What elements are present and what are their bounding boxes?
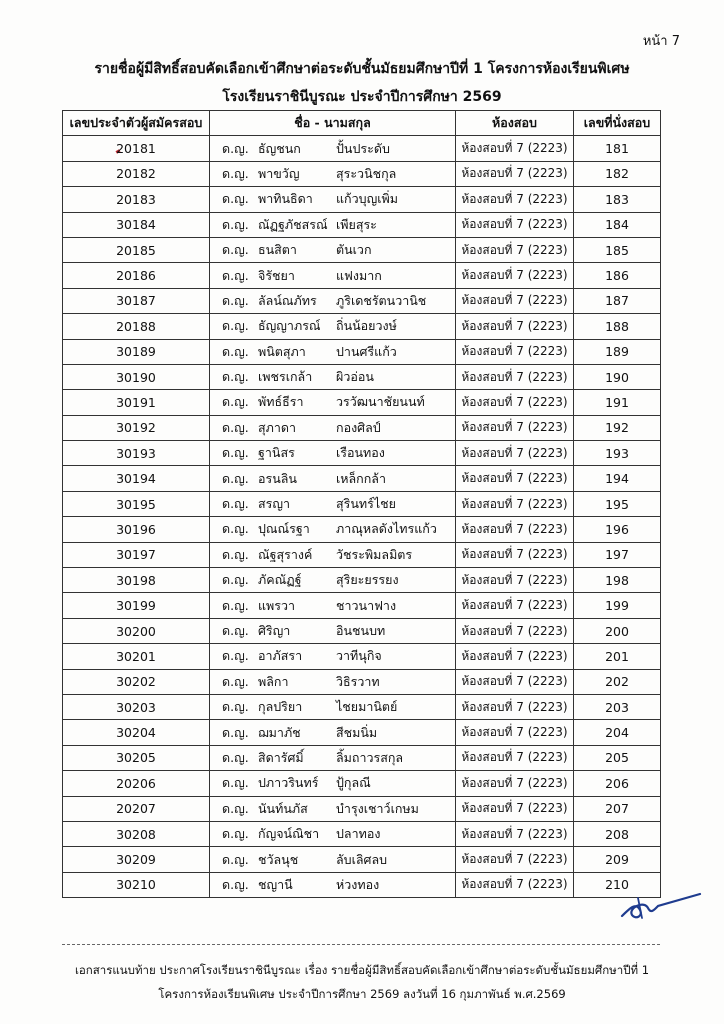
- page-number: หน้า 7: [642, 34, 680, 49]
- seat-number-cell: 202: [574, 669, 661, 694]
- exam-room-cell: ห้องสอบที่ 7 (2223): [456, 644, 574, 669]
- seat-number-cell: 192: [574, 415, 661, 440]
- applicant-id-cell: 30209: [63, 847, 210, 872]
- full-name-cell: [210, 872, 456, 897]
- full-name-cell: [210, 314, 456, 339]
- full-name-cell: [210, 847, 456, 872]
- applicant-id-cell: 20188: [63, 314, 210, 339]
- seat-number-cell: 199: [574, 593, 661, 618]
- exam-room-cell: ห้องสอบที่ 7 (2223): [456, 771, 574, 796]
- exam-room-cell: ห้องสอบที่ 7 (2223): [456, 136, 574, 161]
- first-name: พัทธ์ธีรา: [258, 394, 304, 410]
- first-name: พนิตสุภา: [258, 343, 306, 359]
- name-prefix: ด.ญ.: [222, 470, 249, 486]
- name-prefix: ด.ญ.: [222, 242, 249, 258]
- applicant-id-cell: 30199: [63, 593, 210, 618]
- name-prefix: ด.ญ.: [222, 800, 249, 816]
- name-prefix: ด.ญ.: [222, 191, 249, 207]
- last-name: วรวัฒนาชัยนนท์: [336, 394, 425, 410]
- exam-room-cell: ห้องสอบที่ 7 (2223): [456, 796, 574, 821]
- last-name: ภูริเดชรัตนวานิช: [336, 292, 427, 308]
- table-row: [63, 136, 661, 161]
- name-prefix: ด.ญ.: [222, 419, 249, 435]
- full-name-cell: [210, 364, 456, 389]
- applicant-id-cell: 30190: [63, 364, 210, 389]
- table-row: [63, 821, 661, 846]
- exam-room-cell: ห้องสอบที่ 7 (2223): [456, 517, 574, 542]
- last-name: แฟงมาก: [336, 267, 382, 283]
- last-name: เหล็กกล้า: [336, 470, 386, 486]
- full-name-cell: [210, 568, 456, 593]
- name-prefix: ด.ญ.: [222, 876, 249, 892]
- table-row: [63, 796, 661, 821]
- name-prefix: ด.ญ.: [222, 775, 249, 791]
- name-prefix: ด.ญ.: [222, 648, 249, 664]
- applicant-id-cell: 30192: [63, 415, 210, 440]
- last-name: เพียสุระ: [336, 216, 377, 232]
- table-header-row: [63, 111, 661, 136]
- applicant-id-cell: 30200: [63, 618, 210, 643]
- exam-room-cell: ห้องสอบที่ 7 (2223): [456, 339, 574, 364]
- seat-number-cell: 195: [574, 491, 661, 516]
- seat-number-cell: 184: [574, 212, 661, 237]
- applicant-id-cell: 20181: [63, 136, 210, 161]
- table-row: [63, 187, 661, 212]
- full-name-cell: [210, 644, 456, 669]
- applicant-id-cell: 30205: [63, 745, 210, 770]
- exam-room-cell: ห้องสอบที่ 7 (2223): [456, 669, 574, 694]
- name-prefix: ด.ญ.: [222, 318, 249, 334]
- exam-room-cell: ห้องสอบที่ 7 (2223): [456, 288, 574, 313]
- exam-room-cell: ห้องสอบที่ 7 (2223): [456, 390, 574, 415]
- first-name: พลิกา: [258, 673, 289, 689]
- full-name-cell: [210, 542, 456, 567]
- seat-number-cell: 205: [574, 745, 661, 770]
- first-name: อรนลิน: [258, 470, 297, 486]
- exam-room-cell: ห้องสอบที่ 7 (2223): [456, 466, 574, 491]
- table-row: [63, 491, 661, 516]
- last-name: เรือนทอง: [336, 445, 385, 461]
- name-prefix: ด.ญ.: [222, 546, 249, 562]
- table-row: [63, 263, 661, 288]
- last-name: ผิวอ่อน: [336, 369, 374, 385]
- last-name: ปานศรีแก้ว: [336, 343, 397, 359]
- full-name-cell: [210, 390, 456, 415]
- first-name: จิรัชยา: [258, 267, 295, 283]
- seat-number-cell: 200: [574, 618, 661, 643]
- exam-room-cell: ห้องสอบที่ 7 (2223): [456, 364, 574, 389]
- candidate-table: [62, 110, 661, 898]
- exam-room-cell: ห้องสอบที่ 7 (2223): [456, 491, 574, 516]
- seat-number-cell: 183: [574, 187, 661, 212]
- table-row: [63, 441, 661, 466]
- applicant-id-cell: 20182: [63, 161, 210, 186]
- table-row: [63, 339, 661, 364]
- seat-number-cell: 190: [574, 364, 661, 389]
- exam-room-cell: ห้องสอบที่ 7 (2223): [456, 415, 574, 440]
- seat-number-cell: 182: [574, 161, 661, 186]
- name-prefix: ด.ญ.: [222, 673, 249, 689]
- name-prefix: ด.ญ.: [222, 496, 249, 512]
- name-prefix: ด.ญ.: [222, 165, 249, 181]
- last-name: กองศิลป์: [336, 419, 381, 435]
- last-name: บำรุงเชาว์เกษม: [336, 800, 419, 816]
- table-row: [63, 415, 661, 440]
- seat-number-cell: 207: [574, 796, 661, 821]
- applicant-id-cell: 30203: [63, 694, 210, 719]
- exam-room-cell: ห้องสอบที่ 7 (2223): [456, 542, 574, 567]
- full-name-cell: [210, 441, 456, 466]
- last-name: สุระวนิชกุล: [336, 165, 397, 181]
- first-name: กุลปริยา: [258, 699, 303, 715]
- document-subtitle: โรงเรียนราชินีบูรณะ ประจำปีการศึกษา 2569: [222, 89, 502, 105]
- name-prefix: ด.ญ.: [222, 699, 249, 715]
- exam-room-cell: ห้องสอบที่ 7 (2223): [456, 593, 574, 618]
- table-row: [63, 872, 661, 897]
- seat-number-cell: 187: [574, 288, 661, 313]
- applicant-id-cell: 20207: [63, 796, 210, 821]
- footer-note-line2: โครงการห้องเรียนพิเศษ ประจำปีการศึกษา 2569 ลงวันที่ 16 กุมภาพันธ์ พ.ศ.2569: [158, 987, 566, 1001]
- last-name: สุรินทร์ไชย: [336, 496, 396, 512]
- first-name: อาภัสรา: [258, 648, 303, 664]
- applicant-id-cell: 30210: [63, 872, 210, 897]
- seat-number-cell: 185: [574, 237, 661, 262]
- last-name: ปลาทอง: [336, 826, 381, 842]
- seat-number-cell: 186: [574, 263, 661, 288]
- seat-number-cell: 189: [574, 339, 661, 364]
- applicant-id-cell: 20206: [63, 771, 210, 796]
- last-name: ตันเวก: [336, 242, 372, 258]
- last-name: ถิ่นน้อยวงษ์: [336, 318, 397, 334]
- first-name: ณัฐสุรางค์: [258, 546, 313, 562]
- table-row: [63, 466, 661, 491]
- applicant-id-cell: 20186: [63, 263, 210, 288]
- full-name-cell: [210, 593, 456, 618]
- full-name-cell: [210, 339, 456, 364]
- exam-room-cell: ห้องสอบที่ 7 (2223): [456, 618, 574, 643]
- full-name-cell: [210, 618, 456, 643]
- full-name-cell: [210, 136, 456, 161]
- name-prefix: ด.ญ.: [222, 826, 249, 842]
- table-row: [63, 568, 661, 593]
- last-name: วาทีนุกิจ: [336, 648, 382, 664]
- table-row: [63, 364, 661, 389]
- table-row: [63, 161, 661, 186]
- full-name-cell: [210, 212, 456, 237]
- first-name: ณัฏฐภัชสรณ์: [258, 216, 328, 232]
- table-row: [63, 694, 661, 719]
- full-name-cell: [210, 669, 456, 694]
- header-applicant-id: เลขประจำตัวผู้สมัครสอบ: [63, 111, 210, 136]
- seat-number-cell: 210: [574, 872, 661, 897]
- applicant-id-cell: 30184: [63, 212, 210, 237]
- name-prefix: ด.ญ.: [222, 597, 249, 613]
- applicant-id-cell: 30193: [63, 441, 210, 466]
- applicant-id-cell: 30201: [63, 644, 210, 669]
- exam-room-cell: ห้องสอบที่ 7 (2223): [456, 314, 574, 339]
- applicant-id-cell: 30191: [63, 390, 210, 415]
- applicant-id-cell: 30198: [63, 568, 210, 593]
- exam-room-cell: ห้องสอบที่ 7 (2223): [456, 441, 574, 466]
- seat-number-cell: 204: [574, 720, 661, 745]
- seat-number-cell: 206: [574, 771, 661, 796]
- seat-number-cell: 203: [574, 694, 661, 719]
- seat-number-cell: 197: [574, 542, 661, 567]
- exam-room-cell: ห้องสอบที่ 7 (2223): [456, 745, 574, 770]
- full-name-cell: [210, 263, 456, 288]
- last-name: ลิ้มถาวรสกุล: [336, 749, 404, 765]
- last-name: สีชมนิ่ม: [336, 724, 378, 740]
- full-name-cell: [210, 187, 456, 212]
- applicant-id-cell: 30187: [63, 288, 210, 313]
- exam-room-cell: ห้องสอบที่ 7 (2223): [456, 568, 574, 593]
- name-prefix: ด.ญ.: [222, 369, 249, 385]
- full-name-cell: [210, 745, 456, 770]
- footer-note-line1: เอกสารแนบท้าย ประกาศโรงเรียนราชินีบูรณะ เรื่อง รายชื่อผู้มีสิทธิ์สอบคัดเลือกเข้าศึกษาต่อระดับชั้นมัธยมศึกษาปีที่ 1: [74, 963, 650, 977]
- full-name-cell: [210, 517, 456, 542]
- exam-room-cell: ห้องสอบที่ 7 (2223): [456, 720, 574, 745]
- document-title: รายชื่อผู้มีสิทธิ์สอบคัดเลือกเข้าศึกษาต่อระดับชั้นมัธยมศึกษาปีที่ 1 โครงการห้องเรียนพิเศษ: [94, 61, 630, 77]
- name-prefix: ด.ญ.: [222, 216, 249, 232]
- first-name: พาทินธิดา: [258, 191, 313, 207]
- first-name: ปุณณ์รฐา: [258, 521, 310, 537]
- first-name: ชญานี: [258, 876, 293, 892]
- name-prefix: ด.ญ.: [222, 445, 249, 461]
- full-name-cell: [210, 161, 456, 186]
- exam-room-cell: ห้องสอบที่ 7 (2223): [456, 263, 574, 288]
- applicant-id-cell: 30195: [63, 491, 210, 516]
- seat-number-cell: 188: [574, 314, 661, 339]
- first-name: เพชรเกล้า: [258, 369, 313, 385]
- full-name-cell: [210, 821, 456, 846]
- table-row: [63, 542, 661, 567]
- last-name: ห่วงทอง: [336, 876, 380, 892]
- seat-number-cell: 209: [574, 847, 661, 872]
- seat-number-cell: 191: [574, 390, 661, 415]
- full-name-cell: [210, 796, 456, 821]
- first-name: ลัลน์ณภัทร: [258, 292, 317, 308]
- seat-number-cell: 208: [574, 821, 661, 846]
- seat-number-cell: 193: [574, 441, 661, 466]
- table-row: [63, 288, 661, 313]
- first-name: กัญจน์ณิชา: [258, 826, 320, 842]
- exam-room-cell: ห้องสอบที่ 7 (2223): [456, 872, 574, 897]
- name-prefix: ด.ญ.: [222, 267, 249, 283]
- exam-room-cell: ห้องสอบที่ 7 (2223): [456, 161, 574, 186]
- first-name: ฐานิสร: [258, 445, 295, 461]
- table-row: [63, 390, 661, 415]
- first-name: สิดารัศมิ์: [258, 749, 304, 765]
- name-prefix: ด.ญ.: [222, 343, 249, 359]
- last-name: ไชยมานิตย์: [336, 699, 398, 715]
- name-prefix: ด.ญ.: [222, 851, 249, 867]
- name-prefix: ด.ญ.: [222, 749, 249, 765]
- name-prefix: ด.ญ.: [222, 572, 249, 588]
- first-name: นันท์นภัส: [258, 800, 308, 816]
- last-name: สุริยะยรรยง: [336, 572, 399, 588]
- last-name: ชาวนาฟาง: [336, 597, 397, 613]
- table-row: [63, 212, 661, 237]
- name-prefix: ด.ญ.: [222, 521, 249, 537]
- last-name: ปั้นประดับ: [336, 140, 390, 156]
- first-name: ศิริญา: [258, 623, 291, 638]
- applicant-id-cell: 20183: [63, 187, 210, 212]
- full-name-cell: [210, 720, 456, 745]
- last-name: วิธิรวาท: [336, 673, 380, 689]
- signature-mark: [618, 888, 704, 928]
- first-name: ชวัลนุช: [258, 851, 299, 867]
- first-name: ภัคณัฏฐ์: [258, 572, 302, 588]
- first-name: ธนสิตา: [258, 242, 297, 258]
- table-row: [63, 314, 661, 339]
- last-name: วัชระพิมลมิตร: [336, 546, 413, 562]
- name-prefix: ด.ญ.: [222, 724, 249, 740]
- footer-divider: [62, 944, 660, 945]
- first-name: พาขวัญ: [258, 165, 300, 181]
- first-name: ปภาวรินทร์: [258, 775, 319, 791]
- table-row: [63, 593, 661, 618]
- table-row: [63, 618, 661, 643]
- table-row: [63, 720, 661, 745]
- name-prefix: ด.ญ.: [222, 394, 249, 410]
- exam-room-cell: ห้องสอบที่ 7 (2223): [456, 694, 574, 719]
- full-name-cell: [210, 237, 456, 262]
- table-row: [63, 517, 661, 542]
- seat-number-cell: 196: [574, 517, 661, 542]
- seat-number-cell: 198: [574, 568, 661, 593]
- first-name: แพรวา: [258, 597, 296, 613]
- full-name-cell: [210, 771, 456, 796]
- exam-room-cell: ห้องสอบที่ 7 (2223): [456, 212, 574, 237]
- table-row: [63, 237, 661, 262]
- first-name: สรญา: [258, 496, 291, 512]
- seat-number-cell: 194: [574, 466, 661, 491]
- header-seat-number: เลขที่นั่งสอบ: [574, 111, 661, 136]
- last-name: ปู้กุลณี: [336, 775, 371, 791]
- applicant-id-cell: 30202: [63, 669, 210, 694]
- name-prefix: ด.ญ.: [222, 623, 249, 638]
- table-row: [63, 644, 661, 669]
- applicant-id-cell: 30189: [63, 339, 210, 364]
- table-row: [63, 771, 661, 796]
- table-row: [63, 745, 661, 770]
- full-name-cell: [210, 694, 456, 719]
- last-name: แก้วบุญเพิ่ม: [336, 191, 398, 207]
- first-name: ฌมาภัช: [258, 724, 301, 740]
- applicant-id-cell: 20185: [63, 237, 210, 262]
- exam-room-cell: ห้องสอบที่ 7 (2223): [456, 847, 574, 872]
- last-name: อินชนบท: [336, 623, 386, 638]
- applicant-id-cell: 30194: [63, 466, 210, 491]
- full-name-cell: [210, 288, 456, 313]
- applicant-id-cell: 30204: [63, 720, 210, 745]
- table-row: [63, 847, 661, 872]
- exam-room-cell: ห้องสอบที่ 7 (2223): [456, 187, 574, 212]
- first-name: ธัญญาภรณ์: [258, 318, 321, 334]
- full-name-cell: [210, 466, 456, 491]
- full-name-cell: [210, 415, 456, 440]
- name-prefix: ด.ญ.: [222, 140, 249, 156]
- full-name-cell: [210, 491, 456, 516]
- seat-number-cell: 201: [574, 644, 661, 669]
- last-name: ลับเลิศลบ: [336, 851, 388, 867]
- exam-room-cell: ห้องสอบที่ 7 (2223): [456, 237, 574, 262]
- header-exam-room: ห้องสอบ: [456, 111, 574, 136]
- applicant-id-cell: 30196: [63, 517, 210, 542]
- applicant-id-cell: 30197: [63, 542, 210, 567]
- first-name: สุภาดา: [258, 419, 297, 435]
- first-name: ธัญชนก: [258, 140, 301, 156]
- header-full-name: ชื่อ - นามสกุล: [210, 111, 456, 136]
- name-prefix: ด.ญ.: [222, 292, 249, 308]
- seat-number-cell: 181: [574, 136, 661, 161]
- exam-room-cell: ห้องสอบที่ 7 (2223): [456, 821, 574, 846]
- applicant-id-cell: 30208: [63, 821, 210, 846]
- last-name: ภาณุหลดังไทรแก้ว: [336, 521, 437, 537]
- table-row: [63, 669, 661, 694]
- table-body: [63, 136, 661, 898]
